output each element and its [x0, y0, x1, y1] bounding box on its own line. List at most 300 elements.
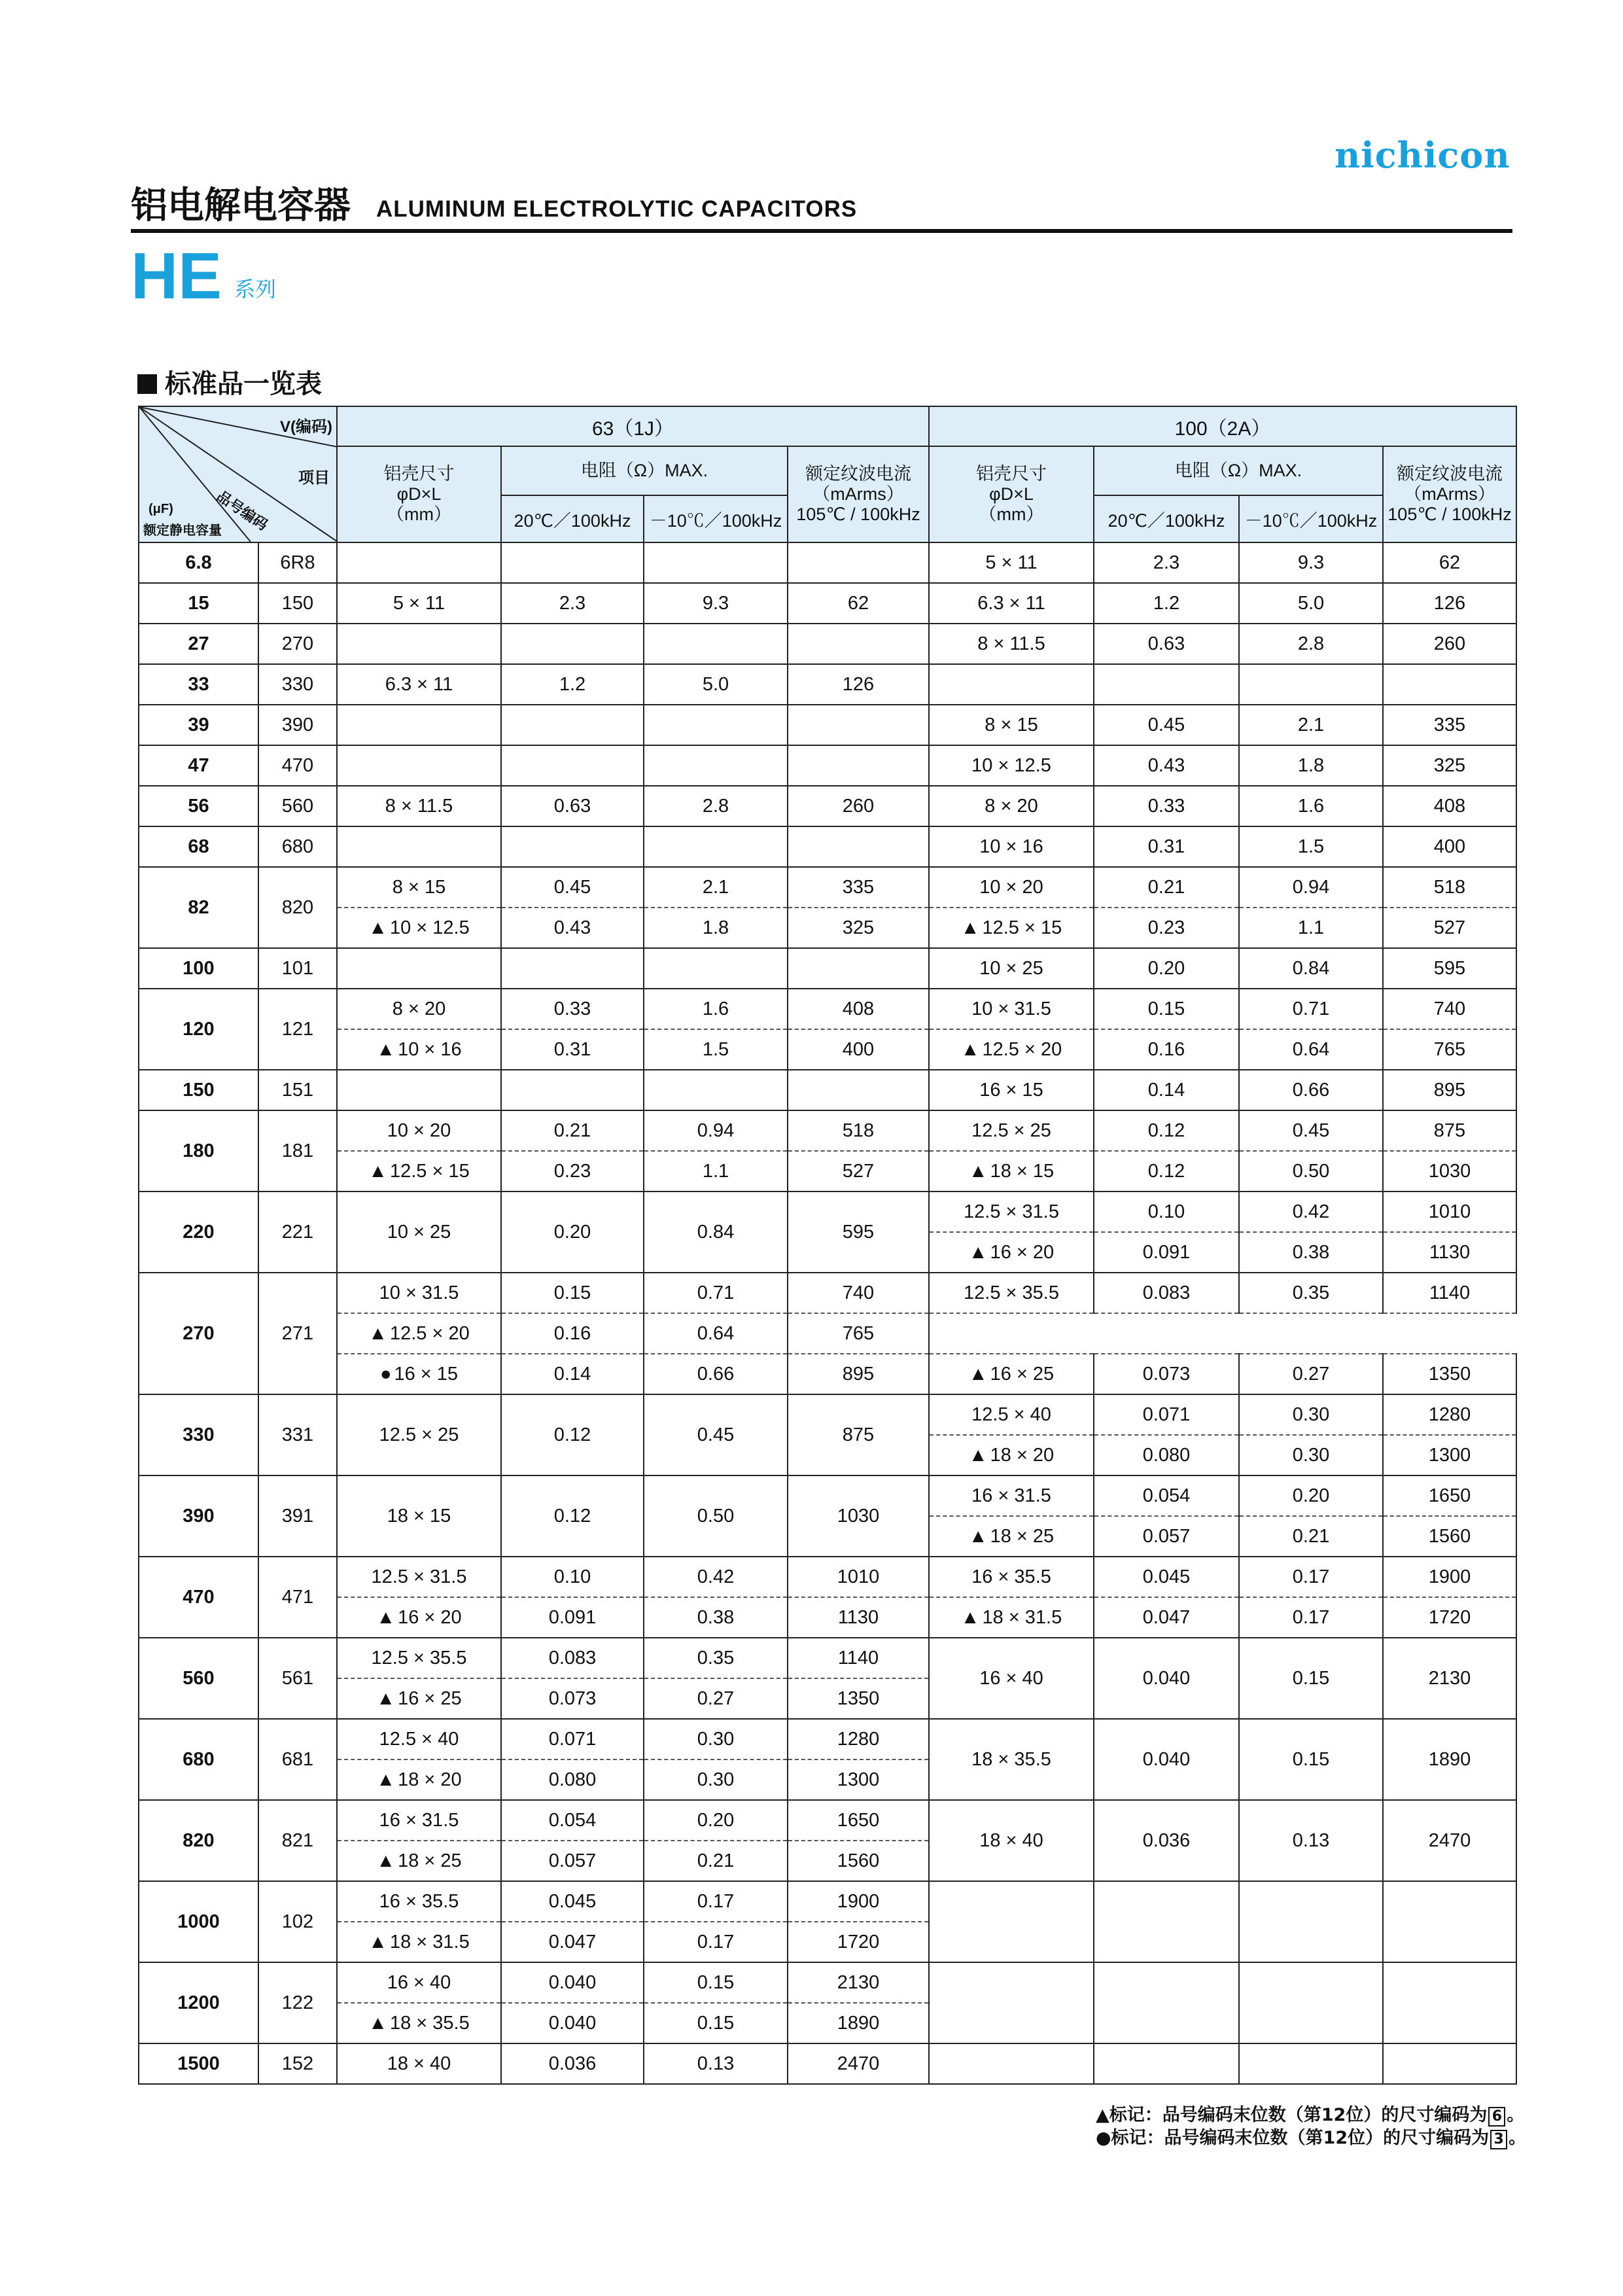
res-m10c-cell — [644, 1678, 788, 1719]
res-m10c-cell-text: 0.71 — [1292, 998, 1330, 1019]
res-20c-cell — [1094, 1475, 1239, 1516]
size-cell-text: 10 × 20 — [979, 876, 1043, 898]
empty-cell — [644, 826, 788, 867]
res-m10c-cell — [644, 1110, 788, 1151]
triangle-marker-icon: ▲ — [376, 1687, 396, 1709]
res-20c-cell — [1094, 1557, 1239, 1597]
part-code-cell: 270 — [258, 624, 337, 664]
size-cell-text: 10 × 16 — [398, 1038, 462, 1060]
res-20c-cell-text: 0.045 — [1142, 1566, 1191, 1587]
res-m10c-cell — [1239, 1110, 1383, 1151]
part-code-cell: 181 — [258, 1110, 337, 1192]
size-cell — [337, 2043, 501, 2084]
ripple-cell-text: 408 — [1433, 795, 1466, 817]
size-cell-text: 12.5 × 15 — [389, 1160, 470, 1182]
res-20c-cell — [1094, 1273, 1239, 1313]
res-m10c-cell-text: 0.13 — [1292, 1829, 1330, 1851]
size-cell-text: 10 × 31.5 — [971, 998, 1051, 1019]
res-m10c-cell — [1239, 1273, 1383, 1313]
size-cell — [337, 1759, 501, 1800]
size-cell — [929, 1475, 1094, 1516]
size-cell — [929, 948, 1094, 989]
res-m10c-cell-text: 1.6 — [1297, 795, 1325, 817]
ripple-cell-text: 126 — [1433, 592, 1466, 614]
res-m10c-cell-text: 0.66 — [1292, 1079, 1330, 1101]
part-code-cell: 151 — [258, 1070, 337, 1110]
ripple-cell-text: 1130 — [837, 1606, 879, 1628]
size-cell-text: 10 × 25 — [387, 1221, 451, 1243]
capacitance-cell: 560 — [139, 1638, 258, 1719]
ripple-cell — [1383, 583, 1516, 624]
res-20c-cell-text: 0.33 — [553, 998, 591, 1019]
part-code-cell: 471 — [258, 1557, 337, 1638]
ripple-cell — [1383, 705, 1516, 745]
res-m10c-header-100: －10℃／100kHz — [1239, 495, 1383, 542]
ripple-cell-text: 518 — [1433, 876, 1466, 898]
ripple-cell-text: 527 — [1433, 917, 1466, 938]
size-cell — [337, 1192, 501, 1273]
empty-cell — [501, 948, 644, 989]
res-20c-cell — [1094, 1435, 1239, 1475]
empty-cell — [337, 542, 501, 583]
res-20c-cell-text: 0.091 — [548, 1606, 597, 1628]
triangle-marker-icon: ▲ — [960, 1038, 980, 1060]
res-m10c-cell-text: 0.30 — [1292, 1404, 1330, 1425]
ripple-cell-text: 325 — [842, 917, 875, 938]
triangle-marker-icon: ▲ — [368, 2012, 387, 2034]
size-cell-text: 10 × 31.5 — [379, 1282, 459, 1303]
standard-product-table — [138, 406, 1517, 2085]
ripple-cell — [1383, 745, 1516, 786]
size-cell-text: 10 × 20 — [387, 1120, 451, 1141]
size-cell — [929, 1232, 1094, 1273]
res-20c-cell — [1094, 1151, 1239, 1192]
res-m10c-cell-text: 0.30 — [697, 1769, 735, 1790]
square-bullet-icon — [137, 374, 157, 394]
size-cell-text: 16 × 40 — [979, 1667, 1043, 1689]
res-20c-cell-text: 0.43 — [553, 917, 591, 938]
triangle-marker-icon: ▲ — [376, 1769, 396, 1790]
table-row — [139, 1962, 1516, 2003]
res-20c-cell-text: 0.31 — [1147, 836, 1185, 857]
size-cell-text: 12.5 × 35.5 — [371, 1647, 467, 1669]
res-m10c-cell-text: 0.15 — [1292, 1667, 1330, 1689]
size-cell-text: 10 × 12.5 — [389, 917, 470, 938]
size-cell-text: 8 × 20 — [392, 998, 446, 1019]
ripple-cell — [788, 1475, 929, 1557]
res-m10c-cell-text: 0.64 — [697, 1322, 735, 1344]
triangle-marker-icon: ▲ — [968, 1241, 988, 1263]
ripple-cell-text: 335 — [842, 876, 875, 898]
res-20c-cell-text: 0.080 — [1142, 1444, 1191, 1466]
size-cell-text: 10 × 12.5 — [971, 754, 1051, 776]
note-circle-suffix: 。 — [1509, 2128, 1527, 2149]
res-m10c-cell — [1239, 1435, 1383, 1475]
table-row — [139, 1638, 1516, 1678]
ripple-cell-text: 1900 — [837, 1890, 880, 1912]
triangle-marker-icon: ▲ — [376, 1038, 396, 1060]
size-cell — [337, 1557, 501, 1597]
ripple-cell — [788, 1110, 929, 1151]
size-cell — [929, 1800, 1094, 1881]
capacitance-cell: 220 — [139, 1192, 258, 1273]
ripple-cell-text: 1030 — [837, 1505, 880, 1527]
ripple-cell — [788, 1841, 929, 1881]
res-20c-cell-text: 0.15 — [553, 1282, 591, 1303]
res-20c-cell — [1094, 1232, 1239, 1273]
res-20c-cell — [1094, 1638, 1239, 1719]
circle-marker-icon: ● — [379, 1363, 392, 1385]
ripple-cell-text: 260 — [1433, 633, 1466, 654]
size-cell-text: 12.5 × 40 — [971, 1404, 1051, 1425]
ripple-cell-text: 335 — [1433, 714, 1466, 735]
size-cell — [337, 1110, 501, 1151]
res-m10c-cell — [644, 583, 788, 624]
res-m10c-cell-text: 1.6 — [702, 998, 729, 1019]
capacitance-cell: 56 — [139, 786, 258, 826]
size-cell — [929, 786, 1094, 826]
ripple-cell-text: 1720 — [1428, 1606, 1471, 1628]
brand-logo: nichicon — [1335, 134, 1510, 176]
res-m10c-cell-text: 0.13 — [697, 2053, 735, 2074]
size-cell — [929, 1516, 1094, 1557]
triangle-marker-icon: ▲ — [368, 1160, 387, 1182]
res-20c-cell-text: 0.23 — [553, 1160, 591, 1182]
note-circle-text: ●标记：品号编码末位数（第12位）的尺寸编码为 — [1096, 2128, 1490, 2149]
res-m10c-cell — [1239, 1029, 1383, 1070]
ripple-cell — [788, 1719, 929, 1759]
res-m10c-cell — [644, 1475, 788, 1557]
capacitance-cell: 1500 — [139, 2043, 258, 2084]
size-cell — [337, 867, 501, 908]
res-20c-cell-text: 0.083 — [548, 1647, 597, 1669]
part-code-cell: 271 — [258, 1273, 337, 1394]
triangle-marker-icon: ▲ — [368, 917, 387, 938]
res-20c-cell — [501, 786, 644, 826]
empty-cell — [788, 542, 929, 583]
res-20c-cell-text: 0.16 — [1147, 1038, 1185, 1060]
res-m10c-cell-text: 0.38 — [1292, 1241, 1330, 1263]
res-m10c-cell — [1239, 1354, 1383, 1394]
ripple-cell-text: 518 — [842, 1120, 875, 1141]
res-m10c-cell-text: 0.84 — [697, 1221, 735, 1243]
res-m10c-cell — [1239, 583, 1383, 624]
size-cell-text: 10 × 25 — [979, 957, 1043, 979]
ripple-cell — [1383, 1029, 1516, 1070]
res-m10c-cell-text: 0.71 — [697, 1282, 735, 1303]
empty-cell — [644, 745, 788, 786]
table-row — [139, 1110, 1516, 1151]
res-20c-cell — [501, 1678, 644, 1719]
table-row — [139, 1881, 1516, 1922]
res-m10c-cell — [644, 1557, 788, 1597]
size-cell-text: 6.3 × 11 — [385, 673, 453, 695]
ripple-cell — [788, 2043, 929, 2084]
size-cell — [929, 989, 1094, 1029]
res-m10c-cell — [644, 1151, 788, 1192]
size-cell — [929, 1435, 1094, 1475]
size-cell-text: 8 × 15 — [985, 714, 1038, 735]
res-20c-cell — [1094, 745, 1239, 786]
res-20c-cell-text: 0.054 — [1142, 1485, 1191, 1506]
res-20c-cell — [501, 1313, 644, 1354]
res-m10c-cell-text: 1.1 — [702, 1160, 729, 1182]
size-cell — [929, 908, 1094, 948]
res-m10c-cell-text: 0.50 — [1292, 1160, 1330, 1182]
table-row — [139, 1557, 1516, 1597]
size-cell — [337, 1151, 501, 1192]
size-cell — [337, 1881, 501, 1922]
res-m10c-cell-text: 0.20 — [697, 1809, 735, 1831]
res-20c-cell — [501, 1475, 644, 1557]
capacitance-cell: 180 — [139, 1110, 258, 1192]
ripple-cell-text: 1890 — [837, 2012, 880, 2034]
size-cell-text: 18 × 25 — [990, 1525, 1055, 1547]
ripple-cell — [788, 1151, 929, 1192]
size-cell-text: 12.5 × 25 — [971, 1120, 1051, 1141]
res-m10c-cell-text: 0.30 — [697, 1728, 735, 1750]
empty-cell — [337, 745, 501, 786]
res-m10c-cell — [1239, 1192, 1383, 1232]
res-m10c-cell-text: 0.50 — [697, 1505, 735, 1527]
res-20c-cell-text: 0.10 — [553, 1566, 591, 1587]
capacitance-cell: 390 — [139, 1475, 258, 1557]
size-cell — [337, 2003, 501, 2043]
ripple-cell-text: 1280 — [837, 1728, 880, 1750]
size-cell — [929, 1029, 1094, 1070]
capacitance-cell: 1000 — [139, 1881, 258, 1962]
res-m10c-cell-text: 2.1 — [1297, 714, 1325, 735]
res-m10c-cell — [1239, 1232, 1383, 1273]
size-cell-text: 8 × 11.5 — [977, 633, 1045, 654]
res-m10c-cell — [1239, 745, 1383, 786]
res-20c-cell — [501, 1597, 644, 1638]
empty-cell — [788, 745, 929, 786]
size-cell-text: 18 × 35.5 — [389, 2012, 470, 2034]
res-20c-cell-text: 0.12 — [553, 1424, 591, 1445]
res-m10c-cell — [1239, 908, 1383, 948]
table-row — [139, 1070, 1516, 1110]
ripple-cell-text: 765 — [842, 1322, 875, 1344]
empty-cell — [1239, 1881, 1383, 1962]
ripple-cell — [1383, 1516, 1516, 1557]
res-20c-cell — [501, 908, 644, 948]
empty-cell — [788, 826, 929, 867]
size-cell-text: 16 × 25 — [990, 1363, 1055, 1385]
note-circle — [1096, 2127, 1526, 2149]
table-row — [139, 948, 1516, 989]
empty-cell — [1239, 664, 1383, 705]
res-m10c-cell-text: 0.27 — [697, 1687, 735, 1709]
res-m10c-cell-text: 0.15 — [1292, 1748, 1330, 1770]
size-cell-text: 16 × 31.5 — [971, 1485, 1051, 1506]
res-20c-cell-text: 0.31 — [553, 1038, 591, 1060]
ripple-cell — [788, 786, 929, 826]
res-20c-cell-text: 0.040 — [1142, 1748, 1191, 1770]
ripple-cell — [1383, 867, 1516, 908]
ripple-cell — [788, 1678, 929, 1719]
size-cell — [929, 1273, 1094, 1313]
ripple-cell — [1383, 1394, 1516, 1435]
empty-cell — [929, 664, 1094, 705]
ripple-cell-text: 875 — [842, 1424, 875, 1445]
ripple-cell-text: 1300 — [837, 1769, 880, 1790]
table-row — [139, 664, 1516, 705]
size-cell-text: 16 × 20 — [398, 1606, 462, 1628]
table-row — [139, 1800, 1516, 1841]
res-m10c-cell — [1239, 1516, 1383, 1557]
res-20c-cell — [501, 1922, 644, 1962]
ripple-cell — [1383, 1232, 1516, 1273]
res-20c-cell — [1094, 989, 1239, 1029]
size-cell-text: 12.5 × 40 — [379, 1728, 459, 1750]
res-m10c-cell — [1239, 948, 1383, 989]
res-m10c-cell-text: 0.94 — [697, 1120, 735, 1141]
res-m10c-cell — [644, 1597, 788, 1638]
ripple-cell-text: 595 — [1433, 957, 1466, 979]
capacitance-cell: 6.8 — [139, 542, 258, 583]
res-20c-cell — [501, 1151, 644, 1192]
ripple-cell-text: 400 — [842, 1038, 875, 1060]
triangle-marker-icon: ▲ — [968, 1444, 988, 1466]
table-row — [139, 583, 1516, 624]
res-20c-cell — [1094, 624, 1239, 664]
ripple-cell — [788, 1597, 929, 1638]
res-20c-cell — [1094, 705, 1239, 745]
size-cell — [929, 624, 1094, 664]
size-cell — [337, 1475, 501, 1557]
res-20c-cell-text: 0.040 — [548, 1971, 597, 1993]
res-m10c-cell — [644, 1638, 788, 1678]
table-row — [139, 1719, 1516, 1759]
res-20c-cell — [501, 2003, 644, 2043]
size-cell-text: 12.5 × 31.5 — [964, 1201, 1059, 1222]
ripple-cell-text: 1890 — [1428, 1748, 1471, 1770]
size-cell — [337, 1029, 501, 1070]
size-cell — [929, 1394, 1094, 1435]
res-m10c-cell — [644, 1962, 788, 2003]
res-m10c-cell — [644, 1719, 788, 1759]
size-cell — [929, 1597, 1094, 1638]
ripple-cell — [788, 1313, 929, 1354]
size-cell-text: 5 × 11 — [393, 592, 445, 614]
ripple-cell-text: 2470 — [1428, 1829, 1471, 1851]
corner-cap-label: 额定静电容量 — [143, 523, 222, 538]
size-cell — [929, 583, 1094, 624]
triangle-marker-icon: ▲ — [368, 1931, 387, 1952]
res-20c-cell-text: 0.054 — [548, 1809, 597, 1831]
capacitance-cell: 47 — [139, 745, 258, 786]
part-code-cell: 221 — [258, 1192, 337, 1273]
res-m10c-cell — [1239, 786, 1383, 826]
res-20c-cell-text: 0.073 — [1142, 1363, 1191, 1385]
res-20c-cell-text: 0.20 — [553, 1221, 591, 1243]
empty-cell — [337, 948, 501, 989]
corner-item: 项目 — [298, 469, 330, 487]
ripple-cell — [788, 1800, 929, 1841]
res-20c-cell — [501, 1029, 644, 1070]
empty-cell — [644, 542, 788, 583]
empty-cell — [644, 624, 788, 664]
ripple-cell — [1383, 1273, 1516, 1313]
table-row — [139, 1273, 1516, 1313]
capacitance-cell: 820 — [139, 1800, 258, 1881]
res-20c-cell-text: 0.43 — [1147, 754, 1185, 776]
res-20c-cell — [501, 664, 644, 705]
res-20c-cell — [501, 1394, 644, 1475]
res-20c-cell-text: 0.040 — [1142, 1667, 1191, 1689]
res-m10c-cell — [1239, 1800, 1383, 1881]
ripple-cell — [1383, 1151, 1516, 1192]
res-20c-cell-text: 0.14 — [553, 1363, 591, 1385]
ripple-cell-text: 260 — [842, 795, 875, 817]
res-20c-cell-text: 0.15 — [1147, 998, 1185, 1019]
table-row — [139, 705, 1516, 745]
empty-cell — [501, 542, 644, 583]
res-m10c-cell — [644, 908, 788, 948]
size-cell — [337, 1962, 501, 2003]
table-row — [139, 989, 1516, 1029]
size-cell — [929, 1557, 1094, 1597]
ripple-cell — [1383, 989, 1516, 1029]
table-row — [139, 867, 1516, 908]
ripple-cell-text: 1140 — [1429, 1282, 1471, 1303]
table-row — [139, 542, 1516, 583]
size-cell-text: 18 × 15 — [990, 1160, 1055, 1182]
res-20c-cell — [1094, 1719, 1239, 1800]
table-row — [139, 745, 1516, 786]
table-row — [139, 1029, 1516, 1070]
empty-cell — [501, 1070, 644, 1110]
res-m10c-cell-text: 5.0 — [702, 673, 729, 695]
part-code-cell: 681 — [258, 1719, 337, 1800]
res-20c-cell — [501, 1759, 644, 1800]
empty-cell — [337, 826, 501, 867]
res-20c-cell — [1094, 1597, 1239, 1638]
res-20c-cell-text: 0.33 — [1147, 795, 1185, 817]
empty-cell — [1383, 664, 1516, 705]
size-cell — [929, 1070, 1094, 1110]
res-m10c-cell-text: 0.84 — [1292, 957, 1330, 979]
ripple-cell-text: 875 — [1433, 1120, 1466, 1141]
size-cell-text: 5 × 11 — [985, 552, 1038, 573]
size-cell-text: 16 × 35.5 — [379, 1890, 459, 1912]
size-cell — [337, 664, 501, 705]
ripple-cell-text: 1350 — [1428, 1363, 1471, 1385]
res-m10c-cell — [1239, 1719, 1383, 1800]
part-code-cell: 330 — [258, 664, 337, 705]
res-20c-cell-text: 2.3 — [559, 592, 586, 614]
res-20c-cell-text: 0.63 — [1147, 633, 1185, 654]
res-20c-cell-text: 0.047 — [1142, 1606, 1191, 1628]
ripple-cell — [1383, 542, 1516, 583]
series-name: HE — [131, 239, 222, 313]
ripple-cell-text: 1010 — [1428, 1201, 1471, 1222]
triangle-marker-icon: ▲ — [376, 1850, 396, 1871]
ripple-cell-text: 62 — [847, 592, 869, 614]
ripple-cell — [1383, 908, 1516, 948]
ripple-cell — [1383, 1070, 1516, 1110]
res-20c-cell-text: 0.63 — [553, 795, 591, 817]
part-code-cell: 101 — [258, 948, 337, 989]
ripple-cell — [788, 908, 929, 948]
ripple-cell-text: 126 — [842, 673, 875, 695]
ripple-header-100: 额定纹波电流 （mArms） 105℃ / 100kHz — [1383, 446, 1516, 542]
res-20c-cell-text: 0.45 — [553, 876, 591, 898]
empty-cell — [644, 948, 788, 989]
capacitance-cell: 82 — [139, 867, 258, 948]
table-row — [139, 1151, 1516, 1192]
